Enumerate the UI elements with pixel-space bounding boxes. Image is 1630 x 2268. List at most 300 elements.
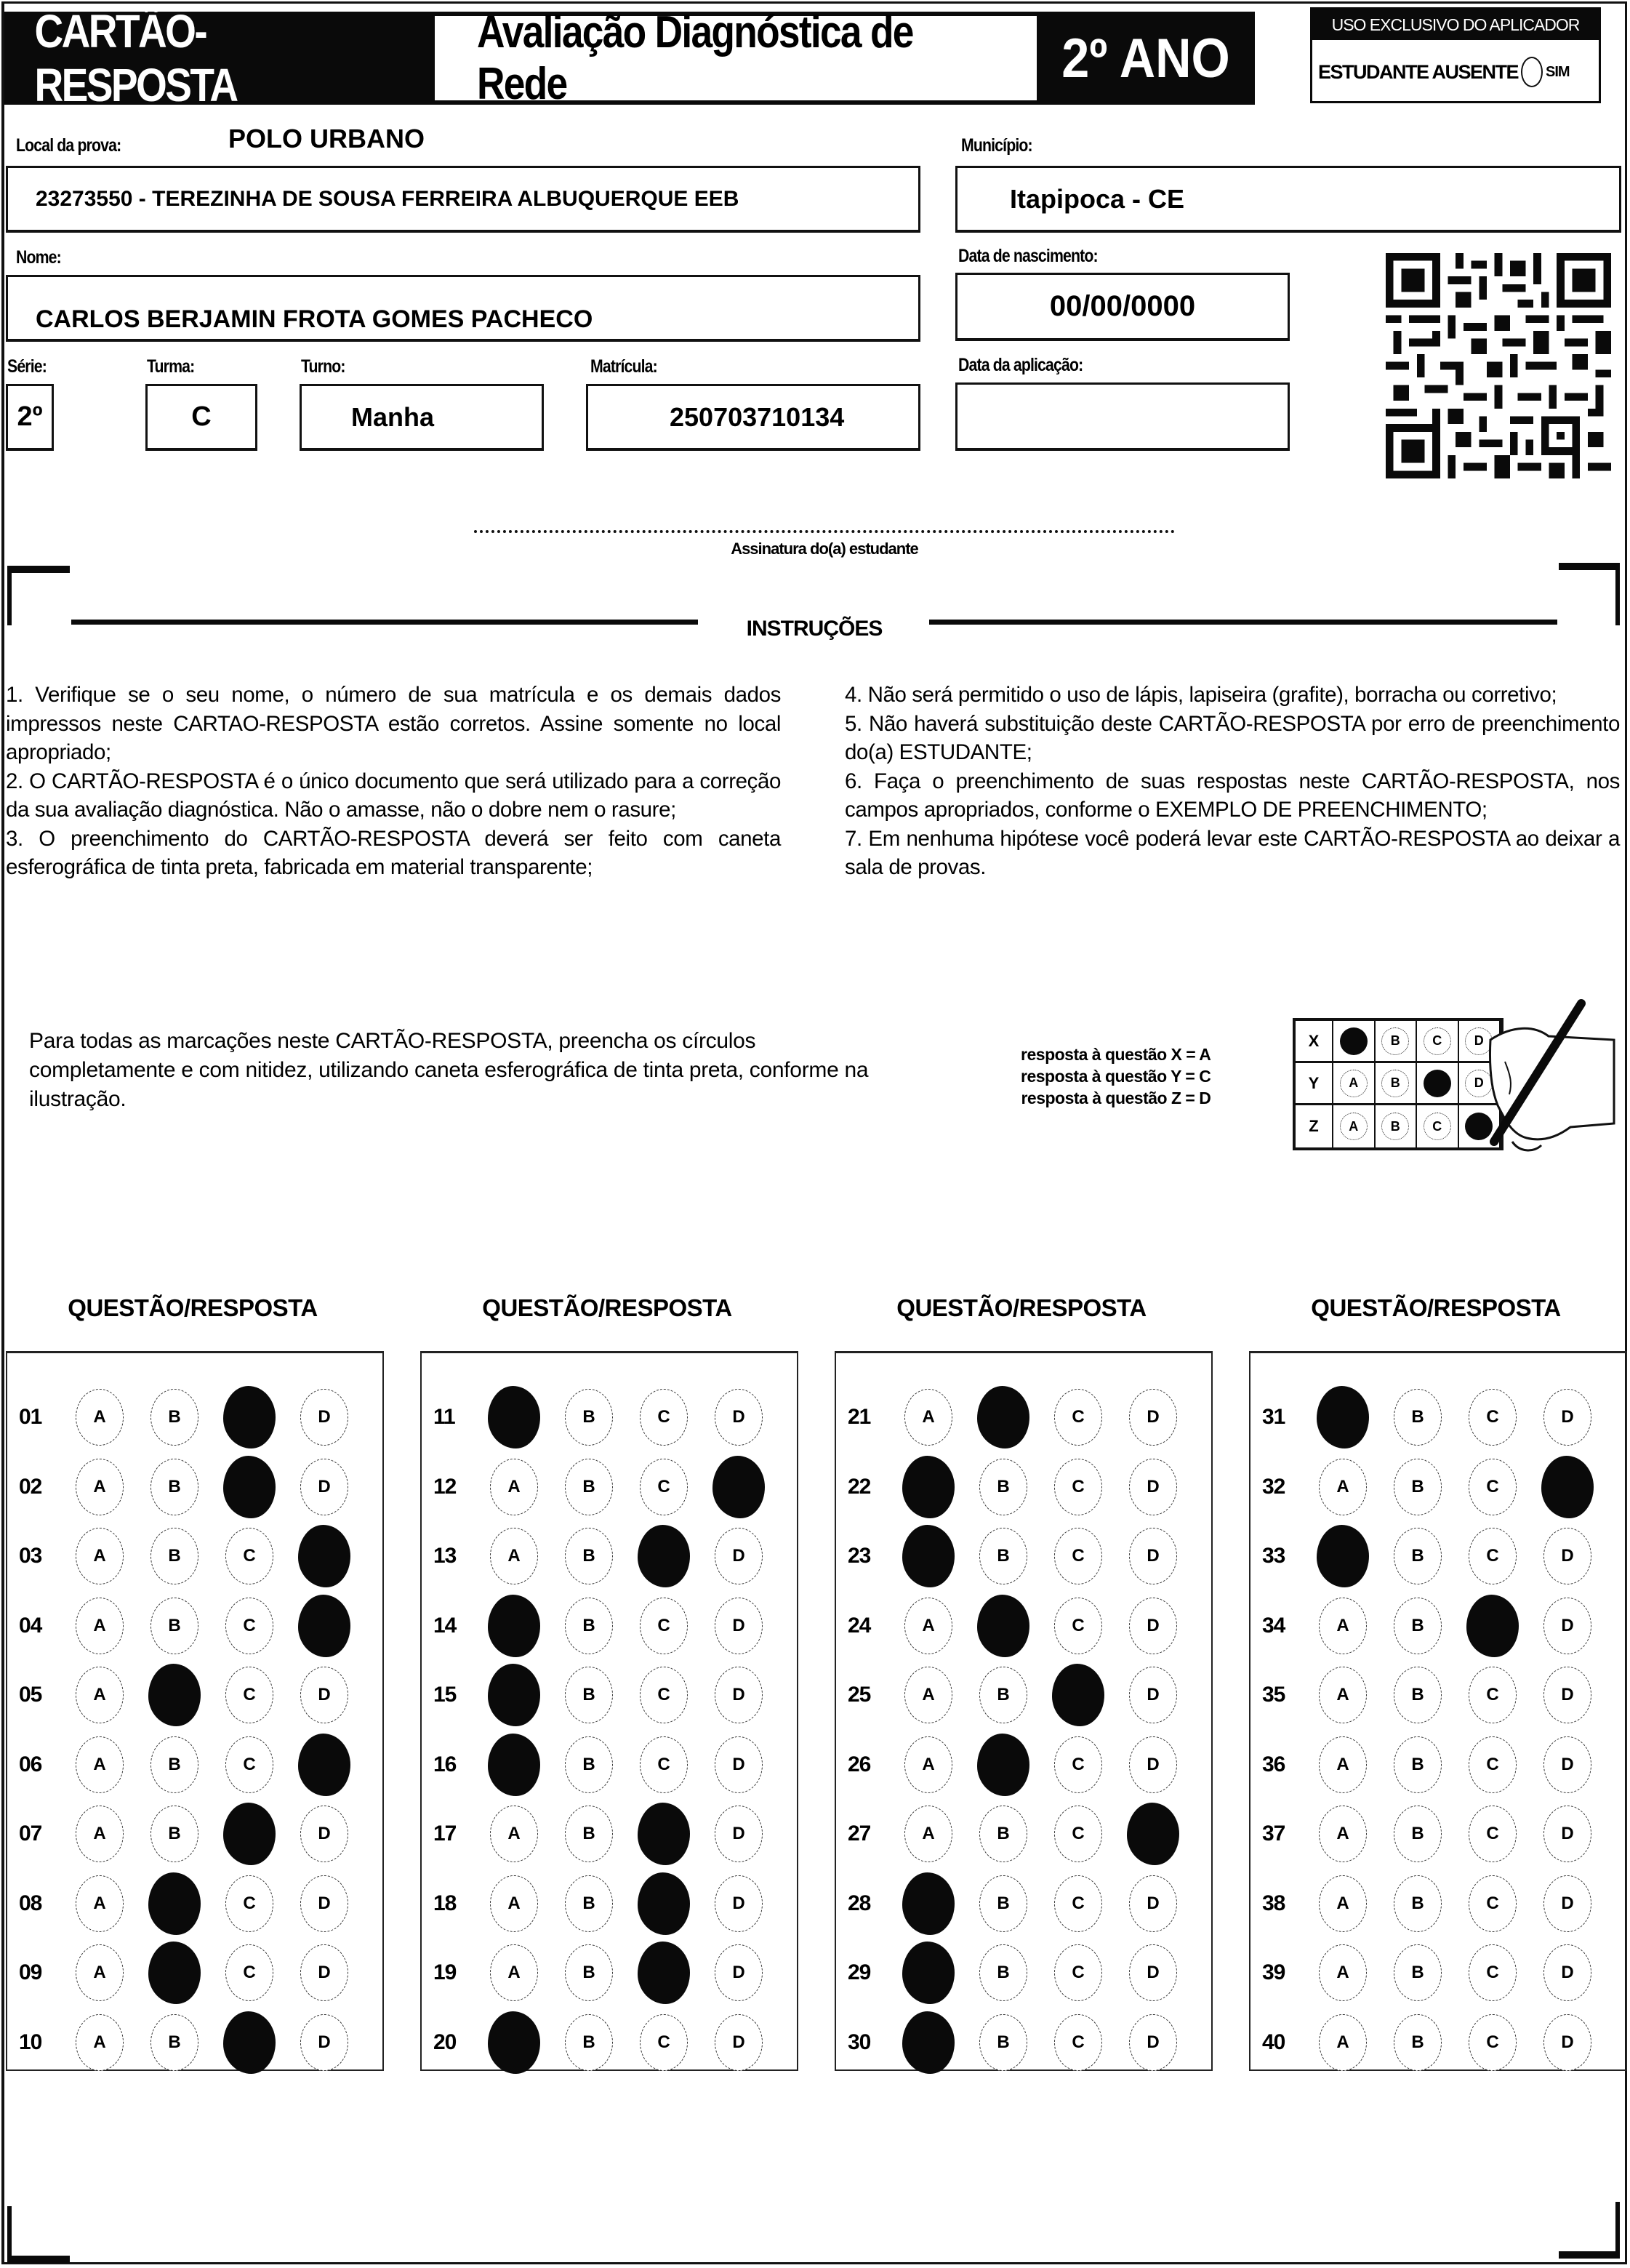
answer-bubble-filled[interactable] [223, 1803, 276, 1865]
answer-bubble[interactable]: D [1129, 1944, 1177, 2001]
answer-bubble[interactable]: B [565, 1875, 613, 1932]
answer-row [836, 1944, 1211, 2002]
answer-bubble-filled[interactable] [488, 2011, 540, 2074]
question-number: 08 [19, 1891, 42, 1915]
answer-bubble[interactable]: A [490, 1944, 538, 2001]
signature-line[interactable] [474, 530, 1175, 533]
answer-row [836, 1597, 1211, 1655]
answer-bubble-filled[interactable] [638, 1872, 690, 1935]
answer-bubble[interactable]: A [76, 1528, 124, 1584]
answer-bubble[interactable]: C [1469, 1806, 1517, 1862]
answer-bubble[interactable]: B [1394, 2014, 1442, 2071]
answer-bubble[interactable]: D [300, 1944, 348, 2001]
answer-bubble-filled[interactable] [223, 1456, 276, 1518]
example-legend-item: resposta à questão Y = C [1021, 1067, 1211, 1086]
answer-bubble[interactable]: C [1469, 1736, 1517, 1793]
answer-row [422, 1805, 797, 1863]
example-bubble: C [1424, 1027, 1451, 1055]
answer-bubble[interactable]: C [1054, 1736, 1102, 1793]
nome-value: CARLOS BERJAMIN FROTA GOMES PACHECO [36, 305, 593, 333]
answer-column-title: QUESTÃO/RESPOSTA [1311, 1294, 1561, 1321]
instruction-item: 2. O CARTÃO-RESPOSTA é o único documento que será utilizado para a correção da sua avaliação diagnóstica. Não o amasse, não o dobre nem o rasure; [6, 769, 781, 822]
example-row-label: Y [1296, 1063, 1333, 1105]
answer-row [836, 1388, 1211, 1446]
answer-bubble-filled[interactable] [223, 1386, 276, 1448]
answer-bubble[interactable]: D [1543, 1598, 1591, 1654]
answer-column-title: QUESTÃO/RESPOSTA [482, 1294, 732, 1321]
answer-bubble[interactable]: C [1469, 1944, 1517, 2001]
answer-bubble[interactable]: C [1469, 1875, 1517, 1932]
answer-bubble[interactable]: A [1319, 2014, 1367, 2071]
answer-row [836, 1527, 1211, 1585]
evaluation-title: Avaliação Diagnóstica de Rede [476, 7, 913, 109]
answer-bubble[interactable]: C [225, 1736, 273, 1793]
card-title: CARTÃO-RESPOSTA [34, 5, 237, 111]
answer-bubble[interactable]: D [1129, 1459, 1177, 1515]
answer-bubble-filled[interactable] [298, 1734, 350, 1796]
answer-bubble[interactable]: A [904, 1598, 952, 1654]
answer-bubble[interactable]: C [225, 1598, 273, 1654]
question-number: 38 [1262, 1891, 1285, 1915]
question-number: 20 [433, 2029, 457, 2054]
answer-bubble-filled[interactable] [298, 1595, 350, 1657]
answer-bubble-filled[interactable] [902, 1525, 955, 1587]
answer-row [422, 1875, 797, 1933]
answer-bubble[interactable]: B [565, 2014, 613, 2071]
answer-bubble[interactable]: D [715, 1667, 763, 1723]
answer-bubble[interactable]: D [1543, 1389, 1591, 1446]
example-legend [1021, 1043, 1211, 1109]
answer-row [422, 1944, 797, 2002]
question-number: 05 [19, 1683, 42, 1707]
school-value: 23273550 - TEREZINHA DE SOUSA FERREIRA ALBUQUERQUE EEB [36, 186, 739, 211]
instructions-title: INSTRUÇÕES [746, 617, 883, 641]
example-bubble: B [1381, 1113, 1409, 1140]
answer-bubble[interactable]: A [490, 1528, 538, 1584]
question-number: 09 [19, 1960, 42, 1984]
answer-bubble[interactable]: D [1129, 1389, 1177, 1446]
question-number: 34 [1262, 1613, 1285, 1638]
question-number: 24 [848, 1613, 871, 1638]
answer-bubble[interactable]: A [76, 1598, 124, 1654]
answer-bubble[interactable]: A [490, 1806, 538, 1862]
answer-bubble[interactable]: C [1469, 1667, 1517, 1723]
answer-bubble[interactable]: B [979, 1528, 1027, 1584]
answer-row [7, 1527, 382, 1585]
answer-bubble[interactable]: A [76, 1667, 124, 1723]
answer-bubble[interactable]: D [1543, 1806, 1591, 1862]
answer-bubble[interactable]: B [150, 1806, 198, 1862]
answer-bubble-filled[interactable] [638, 1942, 690, 2004]
answer-bubble-filled[interactable] [1466, 1595, 1519, 1657]
answer-bubble[interactable]: C [640, 1598, 688, 1654]
answer-bubble[interactable]: B [1394, 1944, 1442, 2001]
answer-row [422, 1527, 797, 1585]
serie-label: Série: [7, 356, 47, 377]
answer-bubble[interactable]: C [1054, 1598, 1102, 1654]
answer-bubble[interactable]: D [715, 2014, 763, 2071]
answer-bubble[interactable]: D [1129, 1528, 1177, 1584]
registration-mark-bottom-right [1559, 2251, 1620, 2259]
answer-bubble[interactable]: B [979, 1806, 1027, 1862]
answer-row [836, 1666, 1211, 1724]
answer-bubble-filled[interactable] [977, 1734, 1029, 1796]
example-grid [1293, 1018, 1503, 1150]
nome-field [6, 275, 920, 342]
answer-bubble[interactable]: A [1319, 1875, 1367, 1932]
answer-bubble-filled[interactable] [148, 1664, 201, 1726]
answer-row [422, 2013, 797, 2072]
local-label: Local da prova: [16, 135, 121, 156]
answer-bubble-filled[interactable] [298, 1525, 350, 1587]
answer-bubble[interactable]: A [76, 1389, 124, 1446]
answer-bubble[interactable]: D [1543, 1736, 1591, 1793]
answer-bubble[interactable]: C [1469, 1528, 1517, 1584]
answer-bubble[interactable]: D [1129, 1667, 1177, 1723]
question-number: 17 [433, 1822, 457, 1846]
nascimento-value: 00/00/0000 [1049, 290, 1196, 322]
signature-label: Assinatura do(a) estudante [731, 540, 918, 558]
answer-bubble[interactable]: D [300, 1806, 348, 1862]
answer-bubble-filled[interactable] [488, 1664, 540, 1726]
answer-bubble[interactable]: B [565, 1806, 613, 1862]
answer-bubble[interactable]: D [1543, 1944, 1591, 2001]
question-number: 19 [433, 1960, 457, 1984]
answer-bubble[interactable]: B [979, 1875, 1027, 1932]
grade-badge: 2º ANO [1061, 27, 1230, 89]
question-number: 32 [1262, 1474, 1285, 1499]
instruction-item: 5. Não haverá substituição deste CARTÃO-RESPOSTA por erro de preenchimento do(a) ESTUDANTE; [845, 711, 1620, 764]
answer-bubble[interactable]: A [490, 1875, 538, 1932]
registration-mark-top-left-vertical [7, 566, 12, 625]
example-bubble: A [1340, 1113, 1368, 1140]
question-number: 13 [433, 1544, 457, 1568]
answer-bubble[interactable]: D [1129, 1736, 1177, 1793]
answer-bubble[interactable]: A [76, 1736, 124, 1793]
answer-column-4 [1249, 1351, 1627, 2071]
question-number: 07 [19, 1822, 42, 1846]
answer-bubble[interactable]: C [225, 1528, 273, 1584]
school-field [6, 166, 920, 233]
answer-bubble-filled[interactable] [488, 1734, 540, 1796]
example-row-label: X [1296, 1021, 1333, 1063]
answer-bubble[interactable]: A [904, 1806, 952, 1862]
answer-bubble-filled[interactable] [712, 1456, 765, 1518]
answer-bubble[interactable]: A [1319, 1667, 1367, 1723]
matricula-label: Matrícula: [590, 356, 657, 377]
answer-bubble[interactable]: C [225, 1875, 273, 1932]
answer-bubble[interactable]: C [1054, 1528, 1102, 1584]
answer-bubble[interactable]: C [1054, 1806, 1102, 1862]
registration-mark-top-right-vertical [1615, 563, 1620, 625]
hand-with-pen-icon [1483, 996, 1629, 1163]
answer-bubble[interactable]: B [150, 1389, 198, 1446]
aplicacao-label: Data da aplicação: [958, 355, 1083, 375]
example-bubble: D [1465, 1070, 1493, 1097]
answer-bubble[interactable]: D [1129, 1875, 1177, 1932]
question-number: 35 [1262, 1683, 1285, 1707]
answer-bubble-filled[interactable] [977, 1595, 1029, 1657]
question-number: 02 [19, 1474, 42, 1499]
answer-bubble[interactable]: A [76, 1459, 124, 1515]
answer-bubble[interactable]: A [1319, 1944, 1367, 2001]
example-row-label: Z [1296, 1105, 1333, 1147]
answer-bubble[interactable]: D [1543, 1528, 1591, 1584]
local-value: POLO URBANO [228, 124, 425, 153]
answer-bubble[interactable]: B [1394, 1389, 1442, 1446]
instruction-item: 3. O preenchimento do CARTÃO-RESPOSTA deverá ser feito com caneta esferográfica de tinta preta, fabricada em material transparente; [6, 826, 781, 879]
answer-bubble[interactable]: B [565, 1459, 613, 1515]
answer-bubble[interactable]: C [1054, 1875, 1102, 1932]
answer-bubble[interactable]: B [565, 1389, 613, 1446]
answer-bubble[interactable]: C [1054, 1944, 1102, 2001]
student-absent-label: ESTUDANTE AUSENTE [1318, 60, 1519, 83]
question-number: 18 [433, 1891, 457, 1915]
registration-mark-top-left [7, 566, 70, 573]
example-legend-item: resposta à questão X = A [1021, 1045, 1211, 1064]
answer-bubble[interactable]: D [1129, 2014, 1177, 2071]
answer-bubble-filled[interactable] [488, 1386, 540, 1448]
answer-bubble-filled[interactable] [488, 1595, 540, 1657]
answer-bubble[interactable]: C [1054, 1459, 1102, 1515]
answer-bubble[interactable]: B [979, 2014, 1027, 2071]
question-number: 28 [848, 1891, 871, 1915]
example-bubble: A [1340, 1070, 1368, 1097]
question-number: 11 [433, 1405, 455, 1429]
municipio-field [955, 166, 1621, 233]
answer-bubble-filled[interactable] [977, 1386, 1029, 1448]
question-number: 33 [1262, 1544, 1285, 1568]
question-number: 04 [19, 1613, 42, 1638]
answer-bubble[interactable]: C [640, 1459, 688, 1515]
answer-bubble[interactable]: C [640, 1389, 688, 1446]
nascimento-label: Data de nascimento: [958, 246, 1098, 266]
answer-row [1250, 1805, 1626, 1863]
answer-bubble-filled[interactable] [148, 1942, 201, 2004]
answer-bubble[interactable]: B [150, 1459, 198, 1515]
answer-bubble-filled[interactable] [638, 1525, 690, 1587]
answer-bubble[interactable]: B [1394, 1875, 1442, 1932]
answer-row [1250, 1597, 1626, 1655]
answer-bubble[interactable]: A [1319, 1736, 1367, 1793]
question-number: 21 [848, 1405, 871, 1429]
matricula-value: 250703710134 [670, 401, 845, 432]
answer-bubble[interactable]: A [76, 1875, 124, 1932]
answer-bubble[interactable]: D [1129, 1598, 1177, 1654]
answer-bubble[interactable]: D [1543, 1875, 1591, 1932]
answer-row [1250, 1388, 1626, 1446]
answer-bubble[interactable]: B [150, 2014, 198, 2071]
applicator-box [1310, 7, 1601, 103]
answer-bubble[interactable]: B [150, 1528, 198, 1584]
answer-row [1250, 1736, 1626, 1794]
answer-bubble[interactable]: A [1319, 1459, 1367, 1515]
answer-row [7, 1666, 382, 1724]
answer-bubble-filled[interactable] [223, 2011, 276, 2074]
applicator-heading: USO EXCLUSIVO DO APLICADOR [1312, 9, 1599, 40]
answer-row [836, 1736, 1211, 1794]
question-number: 30 [848, 2029, 871, 2054]
answer-row [7, 1458, 382, 1516]
answer-bubble[interactable]: C [1054, 2014, 1102, 2071]
example-bubble: C [1424, 1113, 1451, 1140]
question-number: 15 [433, 1683, 457, 1707]
turno-field [300, 384, 544, 451]
instruction-item: 4. Não será permitido o uso de lápis, lapiseira (grafite), borracha ou corretivo; [845, 683, 1557, 707]
answer-row [422, 1388, 797, 1446]
answer-bubble[interactable]: D [300, 1875, 348, 1932]
registration-mark-bottom-left-vertical [7, 2206, 12, 2263]
answer-bubble[interactable]: B [565, 1598, 613, 1654]
answer-bubble-filled[interactable] [148, 1872, 201, 1935]
question-number: 27 [848, 1822, 871, 1846]
answer-row [1250, 1458, 1626, 1516]
student-absent-row [1318, 50, 1594, 94]
answer-bubble[interactable]: D [715, 1944, 763, 2001]
question-number: 03 [19, 1544, 42, 1568]
question-number: 39 [1262, 1960, 1285, 1984]
answer-bubble[interactable]: C [225, 1944, 273, 2001]
turno-value: Manha [351, 401, 435, 432]
answer-bubble-filled[interactable] [902, 1456, 955, 1518]
answer-bubble[interactable]: B [1394, 1806, 1442, 1862]
answer-bubble[interactable]: D [300, 1389, 348, 1446]
instructions-divider-right [929, 620, 1557, 625]
answer-bubble[interactable]: C [640, 1667, 688, 1723]
answer-bubble[interactable]: B [565, 1944, 613, 2001]
answer-row [7, 1944, 382, 2002]
answer-bubble[interactable]: B [1394, 1598, 1442, 1654]
answer-bubble[interactable]: B [979, 1459, 1027, 1515]
turma-value: C [191, 401, 212, 432]
answer-bubble[interactable]: D [300, 1459, 348, 1515]
student-absent-bubble[interactable] [1521, 57, 1543, 87]
question-number: 12 [433, 1474, 457, 1499]
answer-bubble-filled[interactable] [1317, 1525, 1369, 1587]
answer-row [422, 1458, 797, 1516]
answer-row [7, 1805, 382, 1863]
answer-bubble[interactable]: B [565, 1667, 613, 1723]
answer-bubble[interactable]: C [1469, 1459, 1517, 1515]
answer-bubble[interactable]: B [1394, 1528, 1442, 1584]
answer-row [7, 1388, 382, 1446]
answer-column-2 [420, 1351, 798, 2071]
answer-bubble[interactable]: B [1394, 1736, 1442, 1793]
answer-bubble[interactable]: D [1543, 2014, 1591, 2071]
answer-bubble-filled[interactable] [1317, 1386, 1369, 1448]
answer-bubble[interactable]: B [150, 1598, 198, 1654]
answer-bubble[interactable]: C [225, 1667, 273, 1723]
answer-bubble[interactable]: B [565, 1736, 613, 1793]
answer-row [836, 1875, 1211, 1933]
example-bubble-filled [1340, 1027, 1368, 1055]
answer-bubble[interactable]: C [1469, 1389, 1517, 1446]
turno-label: Turno: [301, 356, 345, 377]
question-number: 37 [1262, 1822, 1285, 1846]
answer-bubble[interactable]: B [979, 1667, 1027, 1723]
answer-bubble[interactable]: A [1319, 1806, 1367, 1862]
example-bubble: D [1465, 1027, 1493, 1055]
answer-bubble[interactable]: A [76, 1944, 124, 2001]
answer-row [7, 1875, 382, 1933]
answer-bubble-filled[interactable] [902, 1872, 955, 1935]
turma-label: Turma: [147, 356, 195, 377]
answer-bubble[interactable]: D [300, 2014, 348, 2071]
answer-bubble[interactable]: A [904, 1736, 952, 1793]
answer-bubble[interactable]: D [715, 1528, 763, 1584]
registration-mark-top-right [1559, 563, 1620, 570]
answer-bubble[interactable]: C [640, 1736, 688, 1793]
example-bubble-filled [1424, 1070, 1451, 1097]
answer-bubble[interactable]: B [565, 1528, 613, 1584]
answer-bubble[interactable]: D [715, 1736, 763, 1793]
registration-mark-bottom-right-vertical [1615, 2202, 1620, 2259]
answer-row [7, 1597, 382, 1655]
answer-bubble[interactable]: A [1319, 1598, 1367, 1654]
answer-bubble[interactable]: A [904, 1389, 952, 1446]
answer-bubble[interactable]: D [1543, 1667, 1591, 1723]
municipio-label: Município: [961, 135, 1032, 156]
question-number: 10 [19, 2029, 42, 2054]
answer-bubble[interactable]: D [300, 1667, 348, 1723]
answer-bubble-filled[interactable] [638, 1803, 690, 1865]
answer-row [836, 1458, 1211, 1516]
answer-bubble[interactable]: D [715, 1875, 763, 1932]
answer-bubble-filled[interactable] [1127, 1803, 1179, 1865]
registration-mark-bottom-left [7, 2256, 70, 2263]
answer-bubble[interactable]: A [76, 2014, 124, 2071]
answer-bubble[interactable]: C [1054, 1389, 1102, 1446]
answer-bubble[interactable]: D [715, 1598, 763, 1654]
answer-bubble[interactable]: D [715, 1389, 763, 1446]
instructions-column-right [845, 681, 1620, 882]
answer-bubble[interactable]: A [76, 1806, 124, 1862]
answer-row [1250, 1666, 1626, 1724]
answer-bubble[interactable]: D [715, 1806, 763, 1862]
answer-bubble-filled[interactable] [902, 2011, 955, 2074]
question-number: 06 [19, 1752, 42, 1776]
question-number: 22 [848, 1474, 871, 1499]
instruction-item: 6. Faça o preenchimento de suas respostas neste CARTÃO-RESPOSTA, nos campos apropriados, conforme o EXEMPLO DE PREENCHIMENTO; [845, 769, 1620, 822]
nascimento-field [955, 273, 1290, 341]
question-number: 29 [848, 1960, 871, 1984]
answer-bubble-filled[interactable] [1541, 1456, 1594, 1518]
answer-row [1250, 1527, 1626, 1585]
answer-row [422, 1736, 797, 1794]
answer-bubble[interactable]: A [904, 1667, 952, 1723]
answer-row [836, 1805, 1211, 1863]
answer-row [1250, 1944, 1626, 2002]
answer-bubble[interactable]: B [150, 1736, 198, 1793]
answer-bubble-filled[interactable] [1052, 1664, 1104, 1726]
instruction-item: 7. Em nenhuma hipótese você poderá levar este CARTÃO-RESPOSTA ao deixar a sala de provas. [845, 826, 1620, 879]
serie-field [6, 384, 54, 451]
example-legend-item: resposta à questão Z = D [1021, 1089, 1211, 1107]
answer-bubble-filled[interactable] [902, 1942, 955, 2004]
answer-row [422, 1597, 797, 1655]
question-number: 01 [19, 1405, 42, 1429]
answer-bubble[interactable]: B [979, 1944, 1027, 2001]
question-number: 14 [433, 1613, 457, 1638]
instruction-item: 1. Verifique se o seu nome, o número de sua matrícula e os demais dados impressos neste CARTAO-RESPOSTA estão corretos. Assine somente no local apropriado; [6, 683, 781, 764]
answer-bubble[interactable]: A [490, 1459, 538, 1515]
municipio-value: Itapipoca - CE [1010, 183, 1185, 214]
answer-bubble[interactable]: B [1394, 1667, 1442, 1723]
answer-bubble[interactable]: B [1394, 1459, 1442, 1515]
answer-bubble[interactable]: C [640, 2014, 688, 2071]
answer-row [7, 2013, 382, 2072]
answer-bubble[interactable]: C [1469, 2014, 1517, 2071]
